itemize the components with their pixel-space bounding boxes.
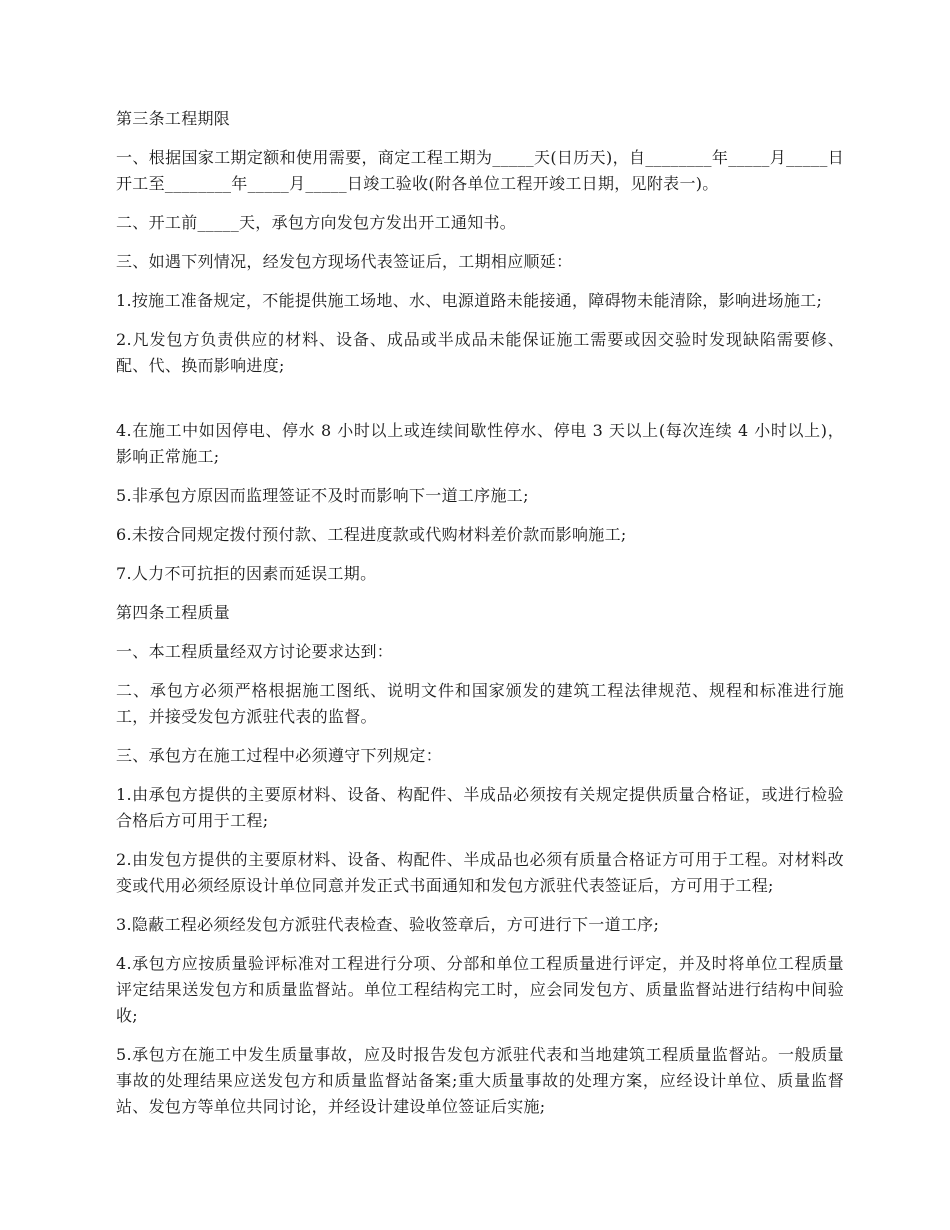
list-item-extension-2: 2.凡发包方负责供应的材料、设备、成品或半成品未能保证施工需要或因交验时发现缺陷需要修、配、代、换而影响进度;	[116, 330, 844, 375]
list-item-rule-3: 3.隐蔽工程必须经发包方派驻代表检查、验收签章后，方可进行下一道工序;	[116, 915, 660, 934]
list-item-extension-7: 7.人力不可抗拒的因素而延误工期。	[116, 564, 377, 583]
list-item-extension-1: 1.按施工准备规定，不能提供施工场地、水、电源道路未能接通，障碍物未能清除，影响进场施工;	[116, 291, 823, 310]
list-item-extension-6: 6.未按合同规定拨付预付款、工程进度款或代购材料差价款而影响施工;	[116, 525, 627, 544]
paragraph-construction-period: 一、根据国家工期定额和使用需要，商定工程工期为_____天(日历天)，自________年_____月_____日开工至________年_____月_____日竣工验收(附各单位工程开竣工日期，见附表一)。	[116, 148, 844, 193]
paragraph-start-notice: 二、开工前_____天，承包方向发包方发出开工通知书。	[116, 213, 517, 232]
list-item-extension-4: 4.在施工中如因停电、停水 8 小时以上或连续间歇性停水、停电 3 天以上(每次连续 4 小时以上)，影响正常施工;	[116, 421, 844, 466]
list-item-rule-1: 1.由承包方提供的主要原材料、设备、构配件、半成品必须按有关规定提供质量合格证，或进行检验合格后方可用于工程;	[116, 785, 844, 830]
paragraph-quality-target: 一、本工程质量经双方讨论要求达到：	[116, 642, 394, 661]
list-item-rule-2: 2.由发包方提供的主要原材料、设备、构配件、半成品也必须有质量合格证方可用于工程。对材料改变或代用必须经原设计单位同意并发正式书面通知和发包方派驻代表签证后，方可用于工程;	[116, 850, 844, 895]
paragraph-quality-standards: 二、承包方必须严格根据施工图纸、说明文件和国家颁发的建筑工程法律规范、规程和标准进行施工，并接受发包方派驻代表的监督。	[116, 681, 844, 726]
section-heading-article-3: 第三条工程期限	[116, 109, 231, 128]
section-heading-article-4: 第四条工程质量	[116, 603, 231, 622]
list-item-rule-4: 4.承包方应按质量验评标准对工程进行分项、分部和单位工程质量进行评定，并及时将单位工程质量评定结果送发包方和质量监督站。单位工程结构完工时，应会同发包方、质量监督站进行结构中间验收;	[116, 954, 844, 1025]
document-page	[116, 106, 844, 1133]
paragraph-contractor-rules: 三、承包方在施工过程中必须遵守下列规定：	[116, 746, 443, 765]
list-item-rule-5: 5.承包方在施工中发生质量事故，应及时报告发包方派驻代表和当地建筑工程质量监督站。一般质量事故的处理结果应送发包方和质量监督站备案;重大质量事故的处理方案，应经设计单位、质量监督站、发包方等单位共同讨论，并经设计建设单位签证后实施;	[116, 1045, 844, 1116]
list-item-extension-5: 5.非承包方原因而监理签证不及时而影响下一道工序施工;	[116, 486, 529, 505]
paragraph-extension-conditions: 三、如遇下列情况，经发包方现场代表签证后，工期相应顺延：	[116, 252, 573, 271]
